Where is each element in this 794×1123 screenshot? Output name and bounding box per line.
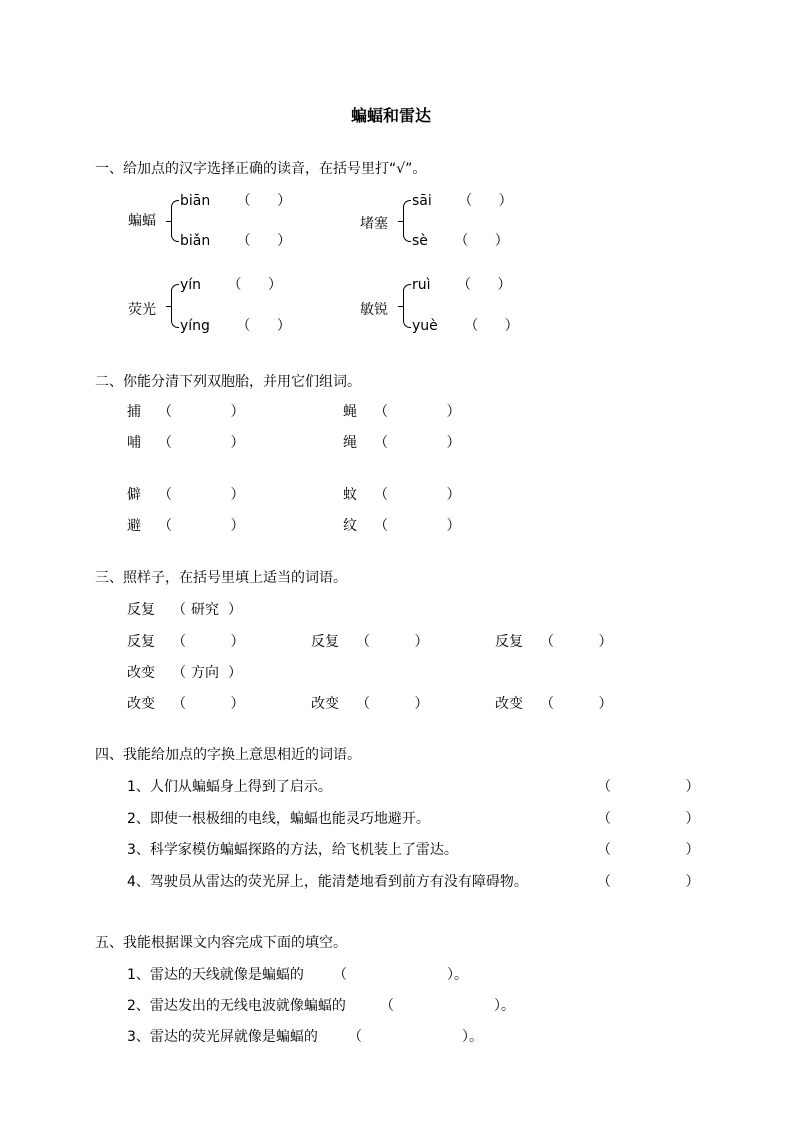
fill-paren: （ ）	[540, 696, 613, 712]
pinyin-option: sè （ ）	[412, 233, 509, 249]
twin-char: 避	[127, 518, 141, 534]
fill-close: ）。	[494, 998, 515, 1014]
section5-heading: 五、我能根据课文内容完成下面的填空。	[95, 935, 347, 951]
word-paren: （ ）	[158, 487, 245, 503]
fill-word: 改变	[127, 696, 155, 712]
fill-close: ）。	[462, 1029, 483, 1045]
twin-char: 捕	[127, 404, 141, 420]
fill-sentence: 3、雷达的荧光屏就像是蝙蝠的	[127, 1029, 318, 1045]
twin-char: 哺	[127, 435, 141, 451]
pinyin-option: sāi （ ）	[412, 193, 513, 209]
answer-paren: （ ）	[597, 874, 700, 890]
synonym-item: 1、人们从蝙蝠身上得到了启示。	[127, 779, 332, 795]
synonym-item: 2、即使一根极细的电线，蝙蝠也能灵巧地避开。	[127, 811, 430, 827]
fill-open-paren: （	[380, 998, 394, 1014]
fill-word: 改变	[311, 696, 339, 712]
pinyin-option: yíng （ ）	[180, 318, 291, 334]
fill-open-paren: （	[348, 1029, 362, 1045]
brace-icon	[171, 200, 179, 242]
word-paren: （ ）	[374, 518, 461, 534]
section2-heading: 二、你能分清下列双胞胎，并用它们组词。	[95, 374, 361, 390]
answer-paren: （ ）	[597, 779, 700, 795]
fill-word: 反复	[311, 634, 339, 650]
synonym-item: 4、驾驶员从雷达的荧光屏上，能清楚地看到前方有没有障碍物。	[127, 874, 528, 890]
example-open-paren: （	[172, 665, 186, 681]
twin-char: 绳	[343, 435, 357, 451]
section4-heading: 四、我能给加点的字换上意思相近的词语。	[95, 747, 361, 763]
word-paren: （ ）	[158, 518, 245, 534]
fill-paren: （ ）	[356, 634, 429, 650]
example-word: 改变	[127, 665, 155, 681]
pinyin-word: 堵塞	[360, 216, 388, 232]
pinyin-option: ruì （ ）	[412, 277, 512, 293]
fill-paren: （ ）	[540, 634, 613, 650]
section1-heading: 一、给加点的汉字选择正确的读音，在括号里打“√”。	[95, 161, 427, 177]
word-paren: （ ）	[374, 487, 461, 503]
twin-char: 纹	[343, 518, 357, 534]
word-paren: （ ）	[158, 404, 245, 420]
pinyin-option: biān （ ）	[180, 193, 292, 209]
example-answer: 方向	[191, 665, 219, 681]
pinyin-option: yín （ ）	[180, 277, 282, 293]
fill-paren: （ ）	[172, 696, 245, 712]
word-paren: （ ）	[158, 435, 245, 451]
answer-paren: （ ）	[597, 811, 700, 827]
fill-word: 反复	[495, 634, 523, 650]
fill-open-paren: （	[333, 967, 347, 983]
example-answer: 研究	[191, 602, 219, 618]
brace-icon	[403, 200, 411, 242]
twin-char: 蝇	[343, 404, 357, 420]
twin-char: 僻	[127, 487, 141, 503]
fill-sentence: 2、雷达发出的无线电波就像蝙蝠的	[127, 998, 346, 1014]
fill-close: ）。	[447, 967, 468, 983]
section3-heading: 三、照样子，在括号里填上适当的词语。	[95, 570, 347, 586]
fill-word: 反复	[127, 634, 155, 650]
example-word: 反复	[127, 602, 155, 618]
pinyin-word: 荧光	[128, 302, 156, 318]
brace-icon	[403, 284, 411, 328]
fill-word: 改变	[495, 696, 523, 712]
pinyin-word: 敏锐	[360, 302, 388, 318]
example-open-paren: （	[172, 602, 186, 618]
example-close-paren: ）	[228, 602, 242, 618]
word-paren: （ ）	[374, 435, 461, 451]
pinyin-option: yuè （ ）	[412, 318, 519, 334]
synonym-item: 3、科学家模仿蝙蝠探路的方法，给飞机装上了雷达。	[127, 842, 458, 858]
answer-paren: （ ）	[597, 842, 700, 858]
fill-paren: （ ）	[172, 634, 245, 650]
word-paren: （ ）	[374, 404, 461, 420]
pinyin-word: 蝙蝠	[128, 213, 156, 229]
brace-icon	[171, 284, 179, 328]
fill-paren: （ ）	[356, 696, 429, 712]
twin-char: 蚊	[343, 487, 357, 503]
example-close-paren: ）	[228, 665, 242, 681]
page-title: 蝙蝠和雷达	[351, 106, 432, 125]
fill-sentence: 1、雷达的天线就像是蝙蝠的	[127, 967, 304, 983]
pinyin-option: biǎn （ ）	[180, 233, 292, 249]
